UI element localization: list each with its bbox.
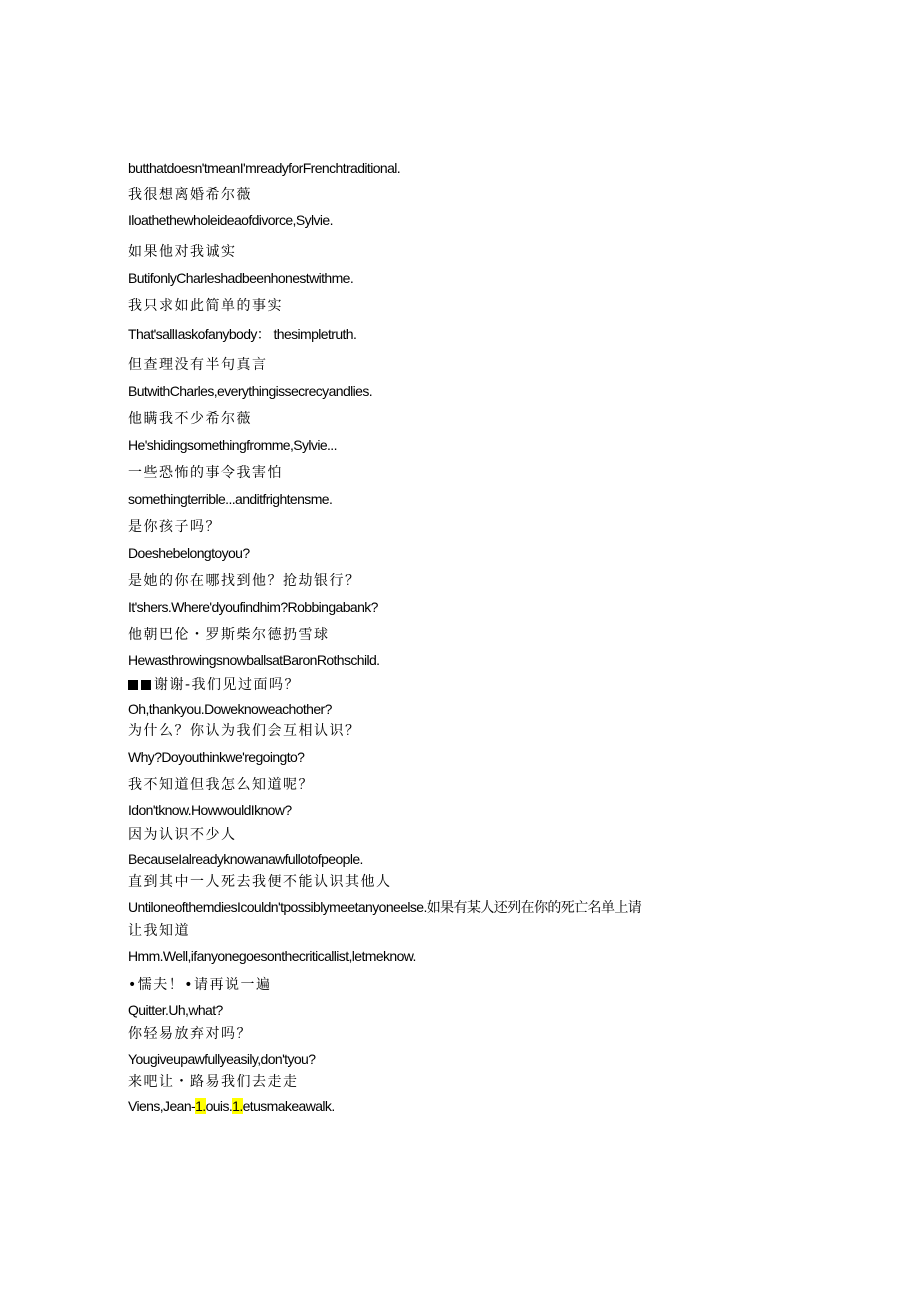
subtitle-line-zh: 直到其中一人死去我便不能认识其他人 — [128, 874, 392, 890]
subtitle-line-zh: 如果他对我诚实 — [128, 244, 237, 260]
subtitle-line-zh: 让我知道 — [128, 923, 190, 939]
last-line-part3: etusmakeawalk. — [242, 1098, 335, 1114]
subtitle-line-en: UntiloneofthemdiesIcouldn'tpossiblymeetanyoneelse.如果有某人还列在你的死亡名单上请 — [128, 899, 642, 915]
subtitle-line-en: Yougiveupawfullyeasily,don'tyou? — [128, 1051, 316, 1067]
subtitle-line-en: ButifonlyCharleshadbeenhonestwithme. — [128, 270, 354, 286]
subtitle-line-en: Hmm.Well,ifanyonegoesonthecriticallist,letmeknow. — [128, 948, 416, 964]
subtitle-line-zh — [128, 676, 300, 694]
subtitle-line-zh: 我只求如此简单的事实 — [128, 298, 283, 314]
subtitle-line-zh: 来吧让・路易我们去走走 — [128, 1074, 299, 1090]
highlighted-text: 1. — [232, 1098, 243, 1114]
subtitle-line-zh: 你轻易放弃对吗？ — [128, 1026, 252, 1042]
subtitle-text: 谢谢-我们见过面吗？ — [154, 677, 301, 693]
square-glyph-icon — [141, 680, 151, 690]
subtitle-line-en: ButwithCharles,everythingissecrecyandlies. — [128, 383, 373, 399]
subtitle-line-zh: 为什么？你认为我们会互相认识？ — [128, 723, 361, 739]
subtitle-line-zh: 他瞒我不少希尔薇 — [128, 411, 252, 427]
subtitle-line-zh: 是你孩子吗？ — [128, 519, 221, 535]
subtitle-line-en: It'shers.Where'dyoufindhim?Robbingabank? — [128, 599, 378, 615]
subtitle-line-en: HewasthrowingsnowballsatBaronRothschild. — [128, 652, 380, 668]
subtitle-line-en: Doeshebelongtoyou? — [128, 545, 250, 561]
subtitle-line-zh: 我不知道但我怎么知道呢？ — [128, 777, 314, 793]
subtitle-line-zh: 我很想离婚希尔薇 — [128, 187, 252, 203]
subtitle-line-en: Idon'tknow.HowwouldIknow? — [128, 802, 292, 818]
subtitle-line-en: Why?Doyouthinkwe'regoingto? — [128, 749, 305, 765]
subtitle-line-en: Quitter.Uh,what? — [128, 1002, 223, 1018]
subtitle-line-zh: 是她的你在哪找到他？抢劫银行？ — [128, 573, 361, 589]
subtitle-line-en: That'sallIaskofanybody： thesimpletruth. — [128, 326, 357, 342]
subtitle-line-en: He'shidingsomethingfromme,Sylvie... — [128, 437, 337, 453]
subtitle-line-zh: 但查理没有半句真言 — [128, 357, 268, 373]
highlighted-text: 1. — [195, 1098, 206, 1114]
subtitle-line-en: butthatdoesn'tmeanI'mreadyforFrenchtraditional. — [128, 160, 401, 176]
subtitle-line-en: BecauseIalreadyknowanawfullotofpeople. — [128, 851, 363, 867]
subtitle-line-en: Iloathethewholeideaofdivorce,Sylvie. — [128, 212, 333, 228]
last-line-part2: ouis. — [205, 1098, 233, 1114]
subtitle-line-zh: 一些恐怖的事令我害怕 — [128, 465, 283, 481]
subtitle-line-en: somethingterrible...anditfrightensme. — [128, 491, 333, 507]
subtitle-line-zh: •懦夫！•请再说一遍 — [128, 977, 272, 993]
subtitle-line-zh: 因为认识不少人 — [128, 827, 237, 843]
subtitle-line-en: Oh,thankyou.Doweknoweachother? — [128, 701, 332, 717]
last-line-part1: Viens,Jean- — [128, 1098, 196, 1114]
square-glyph-icon — [128, 680, 138, 690]
subtitle-line-en-last — [128, 1097, 335, 1115]
subtitle-line-zh: 他朝巴伦・罗斯柴尔德扔雪球 — [128, 627, 330, 643]
